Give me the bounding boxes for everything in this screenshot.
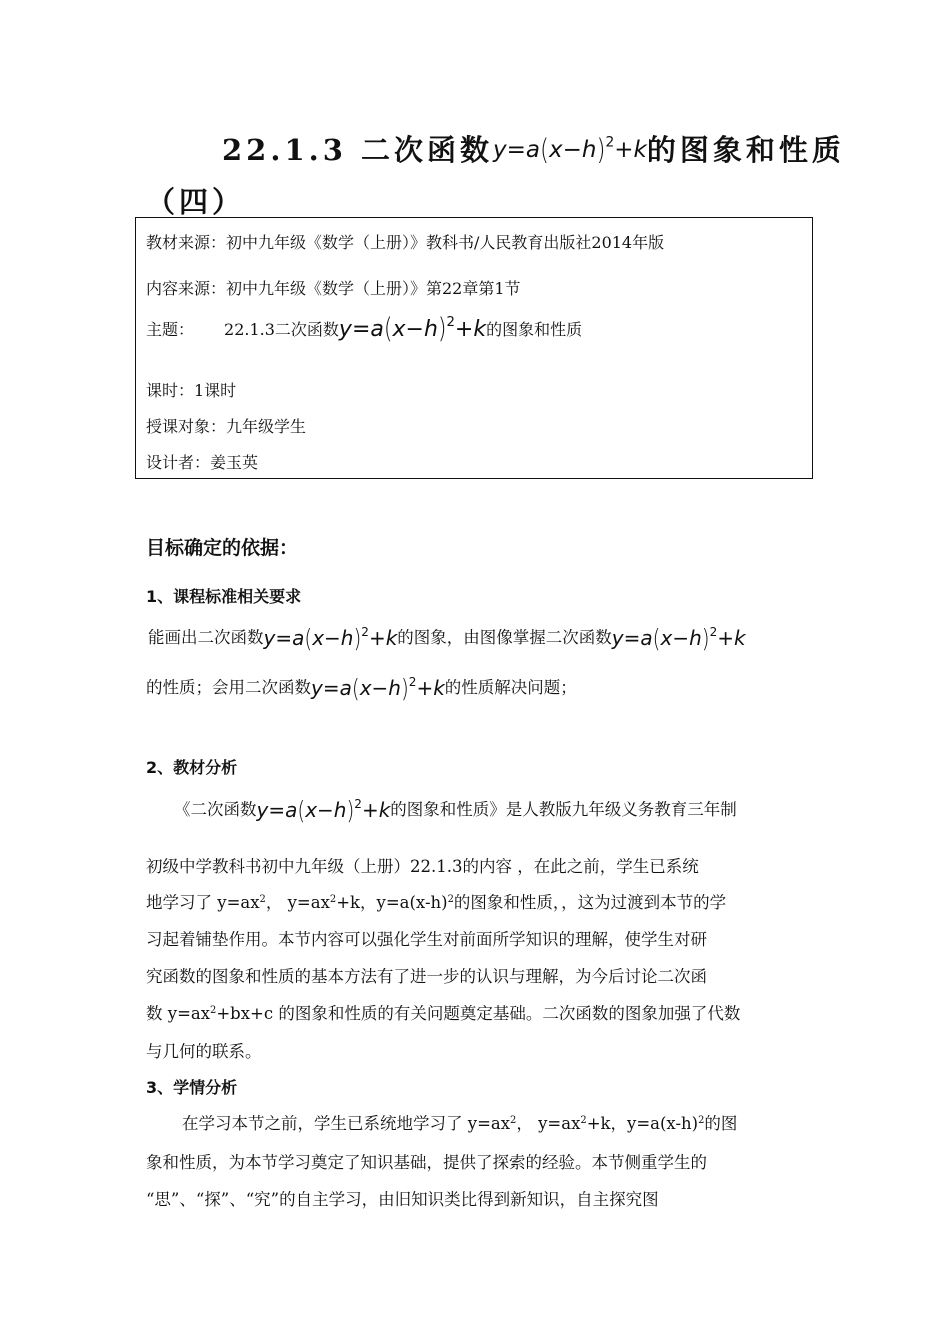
section-1-line-1: 能画出二次函数$y=a(x-h)^2+k$的图象，由图像掌握二次函数$y=a(x-h)^2+k$ [148,623,746,653]
section-3-line-2: 象和性质，为本节学习奠定了知识基础，提供了探索的经验。本节侧重学生的 [146,1153,707,1172]
page-title [222,128,845,169]
section-2-line-3: 地学习了 $y=ax^2$， $y=ax^2+k$，$y=a(x-h)^2$的图象和性质，，这为过渡到本节的学 [146,893,727,912]
formula: $y=a(x-h)^2+k$ [263,623,398,653]
section-3-heading: 3、学情分析 [146,1078,238,1097]
section-2-line-6: 数 $y=ax^2+bx+c$ 的图象和性质的有关问题奠定基础。二次函数的图象加强了代数 [146,1004,741,1023]
section-2-line-4: 习起着铺垫作用。本节内容可以强化学生对前面所学知识的理解，使学生对研 [146,930,707,949]
title-suffix: 的图象和性质 [646,133,845,167]
formula: $y=a(x-h)^2+k$ [493,133,647,167]
info-audience: 授课对象：九年级学生 [146,417,307,436]
section-2-heading: 2、教材分析 [146,758,238,777]
formula: $y=a(x-h)^2+k$ [611,623,746,653]
section-2-line-5: 究函数的图象和性质的基本方法有了进一步的认识与理解，为今后讨论二次函 [146,967,707,986]
formula: $y=a(x-h)^2+k$ [311,673,445,703]
info-content-source: 内容来源：初中九年级《数学（上册）》第22章第1节 [146,279,521,298]
basis-heading: 目标确定的依据： [146,537,299,559]
topic-suffix: 的图象和性质 [486,320,583,339]
section-2-line-2: 初级中学教科书初中九年级（上册）22.1.3的内容 ，在此之前，学生已系统 [146,857,699,876]
section-2-line-1: 《二次函数$y=a(x-h)^2+k$的图象和性质》是人教版九年级义务教育三年制 [174,795,737,825]
info-period: 课时：1课时 [146,381,237,400]
info-textbook-source: 教材来源：初中九年级《数学（上册）》教科书/人民教育出版社2014年版 [146,233,665,252]
info-topic [146,313,583,346]
section-1-heading: 1、课程标准相关要求 [146,587,302,606]
formula: $y=a(x-h)^2+k$ [338,313,487,346]
info-box [135,217,813,479]
info-designer: 设计者：姜玉英 [146,453,259,472]
topic-label: 主题： [146,320,195,339]
page-title-line2: （四） [146,185,246,219]
title-prefix: 22.1.3 二次函数 [222,133,494,167]
section-3-line-3: “思”、“探”、“究”的自主学习，由旧知识类比得到新知识，自主探究图 [146,1190,659,1209]
formula: $y=a(x-h)^2+k$ [256,795,391,825]
topic-prefix: 22.1.3二次函数 [224,320,339,339]
section-2-line-7: 与几何的联系。 [146,1042,262,1061]
section-3-line-1: 在学习本节之前，学生已系统地学习了 $y=ax^2$， $y=ax^2+k$，$y=a(x-h)^2$的图 [182,1114,738,1133]
section-1-line-2: 的性质；会用二次函数$y=a(x-h)^2+k$的性质解决问题； [146,673,577,703]
